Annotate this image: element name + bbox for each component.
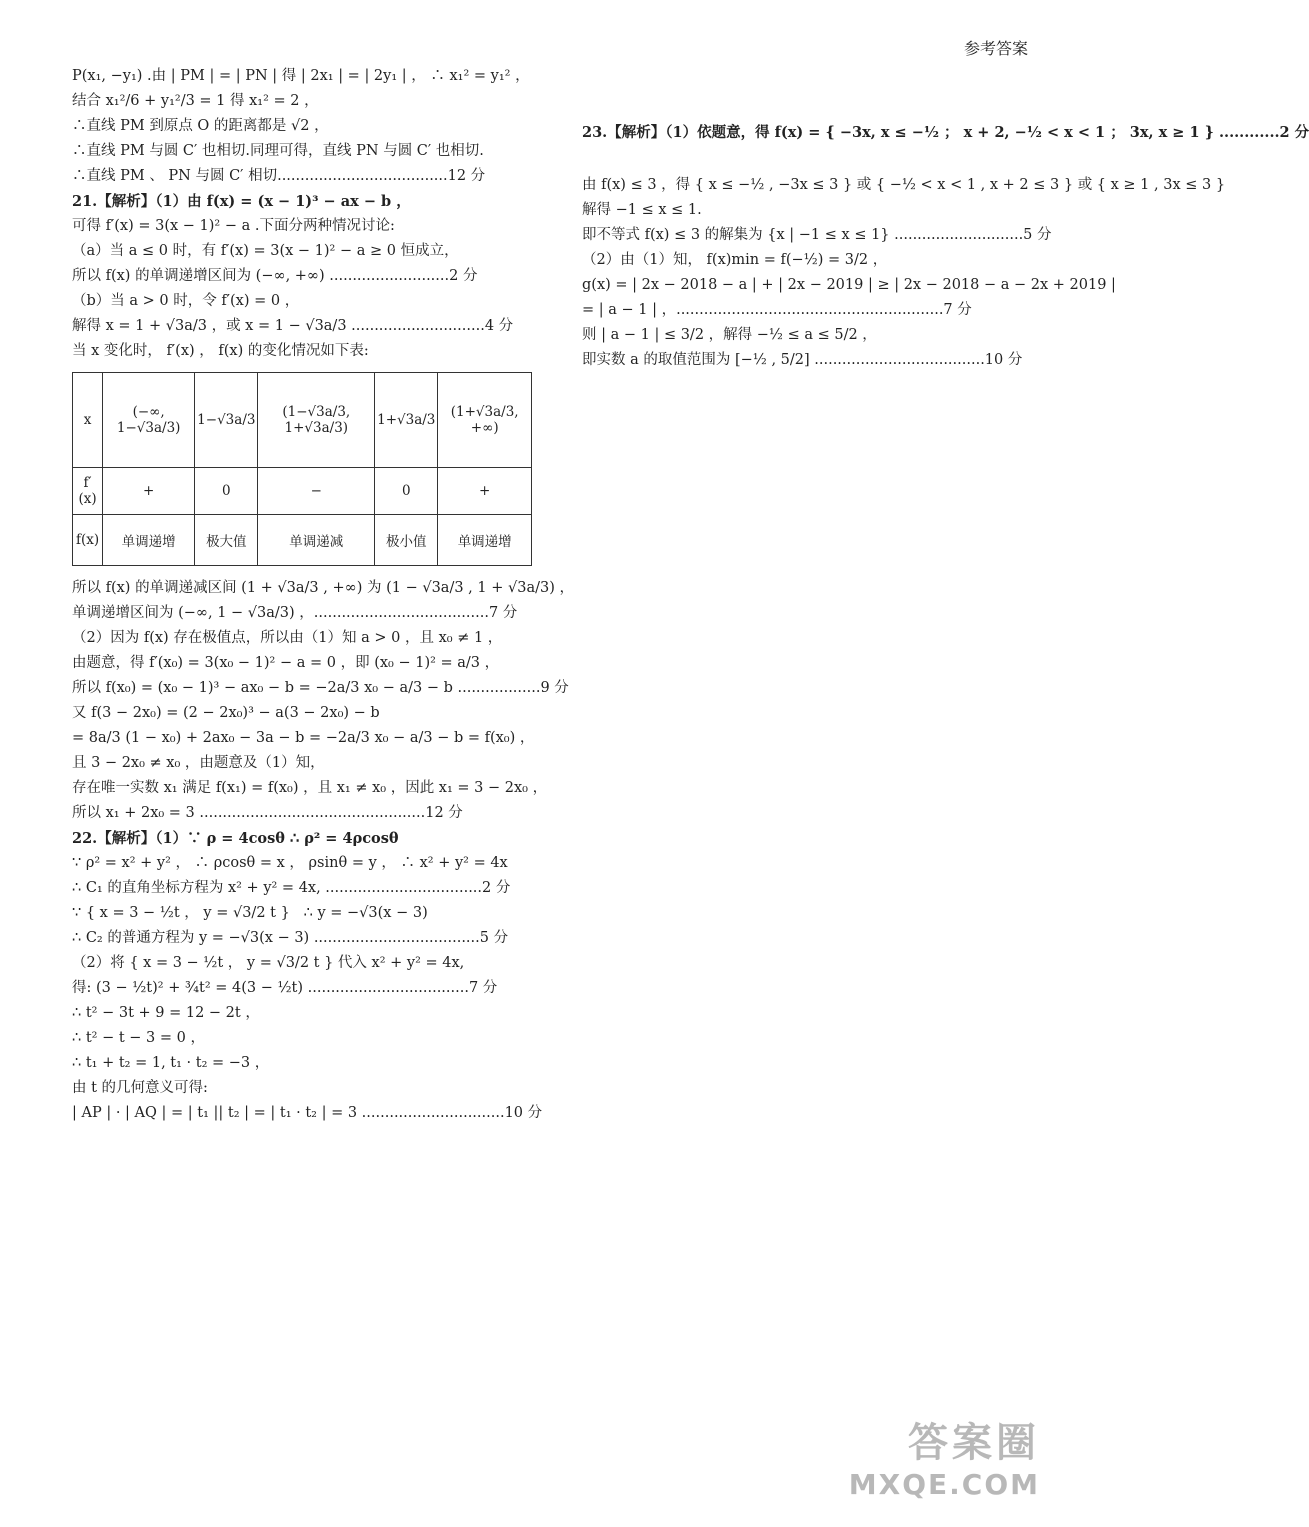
text-line: 解得 x = 1 + √3a/3 ，或 x = 1 − √3a/3 .............................4 分 <box>72 318 514 334</box>
text-line: ∴ t₁ + t₂ = 1, t₁ · t₂ = −3 ， <box>72 1055 270 1071</box>
question-23-heading: 23.【解析】（1）依题意，得 f(x) = { −3x, x ≤ −½ ； x + 2, −½ < x < 1 ； 3x, x ≥ 1 } ............2 分 <box>582 124 1309 141</box>
table-cell: 0 <box>375 468 438 515</box>
left-lines-b <box>72 576 574 1126</box>
table-cell: f′(x) <box>73 468 103 515</box>
text-line: （a）当 a ≤ 0 时，有 f′(x) = 3(x − 1)² − a ≥ 0 恒成立， <box>72 243 459 259</box>
variation-table <box>72 372 532 566</box>
text-line: 得: (3 − ½t)² + ¾t² = 4(3 − ½t) ...................................7 分 <box>72 980 498 996</box>
table-cell: 极小值 <box>375 515 438 566</box>
text-line: （b）当 a > 0 时，令 f′(x) = 0 ， <box>72 293 300 309</box>
text-line: 由题意，得 f′(x₀) = 3(x₀ − 1)² − a = 0 ，即 (x₀ − 1)² = a/3 ， <box>72 655 500 671</box>
question-22-heading: 22.【解析】（1）∵ ρ = 4cosθ ∴ ρ² = 4ρcosθ <box>72 830 399 847</box>
text-line: 即不等式 f(x) ≤ 3 的解集为 {x | −1 ≤ x ≤ 1} ............................5 分 <box>582 227 1052 243</box>
table-cell: + <box>103 468 195 515</box>
text-line: 又 f(3 − 2x₀) = (2 − 2x₀)³ − a(3 − 2x₀) − b <box>72 705 380 721</box>
table-cell: 极大值 <box>195 515 258 566</box>
table-cell: 单调递增 <box>438 515 532 566</box>
text-line: 可得 f′(x) = 3(x − 1)² − a .下面分两种情况讨论: <box>72 218 395 234</box>
text-line: 由 f(x) ≤ 3 ，得 { x ≤ −½ , −3x ≤ 3 } 或 { −½ < x < 1 , x + 2 ≤ 3 } 或 { x ≥ 1 , 3x ≤ 3 } <box>582 177 1226 193</box>
text-line: 单调递增区间为 (−∞, 1 − √3a/3) ，......................................7 分 <box>72 605 518 621</box>
text-line: 则 | a − 1 | ≤ 3/2 ，解得 −½ ≤ a ≤ 5/2 ， <box>582 327 877 343</box>
text-line: ∴直线 PM 与圆 C′ 也相切.同理可得，直线 PN 与圆 C′ 也相切. <box>72 143 484 159</box>
text-line: | AP | · | AQ | = | t₁ || t₂ | = | t₁ · t₂ | = 3 ...............................10 分 <box>72 1105 543 1121</box>
text-line: 结合 x₁²/6 + y₁²/3 = 1 得 x₁² = 2 ， <box>72 93 319 109</box>
watermark-logo <box>849 1411 1040 1501</box>
left-lines-a <box>72 64 532 364</box>
text-line: 所以 x₁ + 2x₀ = 3 .................................................12 分 <box>72 805 463 821</box>
text-line: （2）将 { x = 3 − ½t ， y = √3/2 t } 代入 x² + y² = 4x, <box>72 955 465 971</box>
left-column <box>72 64 574 1126</box>
text-line: 解得 −1 ≤ x ≤ 1. <box>582 202 702 218</box>
right-column <box>582 120 1309 373</box>
text-line: ∴ t² − 3t + 9 = 12 − 2t ， <box>72 1005 260 1021</box>
text-line: 且 3 − 2x₀ ≠ x₀ ，由题意及（1）知， <box>72 755 325 771</box>
watermark-cn: 答案圈 <box>908 1420 1040 1466</box>
table-cell: 0 <box>195 468 258 515</box>
table-cell: 1+√3a/3 <box>375 373 438 468</box>
text-line: 所以 f(x) 的单调递减区间 (1 + √3a/3 , +∞) 为 (1 − √3a/3 , 1 + √3a/3) ， <box>72 580 574 596</box>
text-line: 由 t 的几何意义可得: <box>72 1080 208 1096</box>
text-line: = | a − 1 | ，..........................................................7 分 <box>582 302 972 318</box>
text-line: ∴直线 PM 、 PN 与圆 C′ 相切.....................................12 分 <box>72 168 486 184</box>
text-line: ∵ ρ² = x² + y² ， ∴ ρcosθ = x ， ρsinθ = y ， ∴ x² + y² = 4x <box>72 855 508 871</box>
text-line: = 8a/3 (1 − x₀) + 2ax₀ − 3a − b = −2a/3 x₀ − a/3 − b = f(x₀) ， <box>72 730 535 746</box>
text-line: ∴ C₁ 的直角坐标方程为 x² + y² = 4x, ..................................2 分 <box>72 880 511 896</box>
table-cell: 单调递减 <box>258 515 375 566</box>
text-line: 即实数 a 的取值范围为 [−½ , 5/2] .....................................10 分 <box>582 352 1023 368</box>
text-line: 当 x 变化时， f′(x) ， f(x) 的变化情况如下表: <box>72 343 369 359</box>
table-cell: (1−√3a/3, 1+√3a/3) <box>258 373 375 468</box>
page-header: 参考答案 <box>963 39 1028 58</box>
watermark-en: MXQE.COM <box>848 1468 1040 1501</box>
table-cell: (−∞, 1−√3a/3) <box>103 373 195 468</box>
table-cell: (1+√3a/3, +∞) <box>438 373 532 468</box>
text-line: ∵ { x = 3 − ½t ， y = √3/2 t } ∴ y = −√3(x − 3) <box>72 905 428 921</box>
text-line: （2）由（1）知， f(x)min = f(−½) = 3/2 ， <box>582 252 888 268</box>
table-cell: − <box>258 468 375 515</box>
text-line: ∴直线 PM 到原点 O 的距离都是 √2 ， <box>72 118 329 134</box>
table-cell: 1−√3a/3 <box>195 373 258 468</box>
text-line: P(x₁, −y₁) .由 | PM | = | PN | 得 | 2x₁ | = | 2y₁ | ， ∴ x₁² = y₁² ， <box>72 68 530 84</box>
table-cell: + <box>438 468 532 515</box>
table-cell: 单调递增 <box>103 515 195 566</box>
text-line: g(x) = | 2x − 2018 − a | + | 2x − 2019 | ≥ | 2x − 2018 − a − 2x + 2019 | <box>582 277 1116 293</box>
table-cell: f(x) <box>73 515 103 566</box>
table-cell: x <box>73 373 103 468</box>
text-line: （2）因为 f(x) 存在极值点，所以由（1）知 a > 0 ，且 x₀ ≠ 1 ， <box>72 630 503 646</box>
text-line: 存在唯一实数 x₁ 满足 f(x₁) = f(x₀) ，且 x₁ ≠ x₀ ，因此 x₁ = 3 − 2x₀ ， <box>72 780 548 796</box>
text-line: ∴ t² − t − 3 = 0 ， <box>72 1030 205 1046</box>
question-21-heading: 21.【解析】（1）由 f(x) = (x − 1)³ − ax − b ， <box>72 193 411 210</box>
text-line: 所以 f(x) 的单调递增区间为 (−∞, +∞) ..........................2 分 <box>72 268 478 284</box>
text-line: ∴ C₂ 的普通方程为 y = −√3(x − 3) ....................................5 分 <box>72 930 509 946</box>
text-line: 所以 f(x₀) = (x₀ − 1)³ − ax₀ − b = −2a/3 x₀ − a/3 − b ..................9 分 <box>72 680 569 696</box>
